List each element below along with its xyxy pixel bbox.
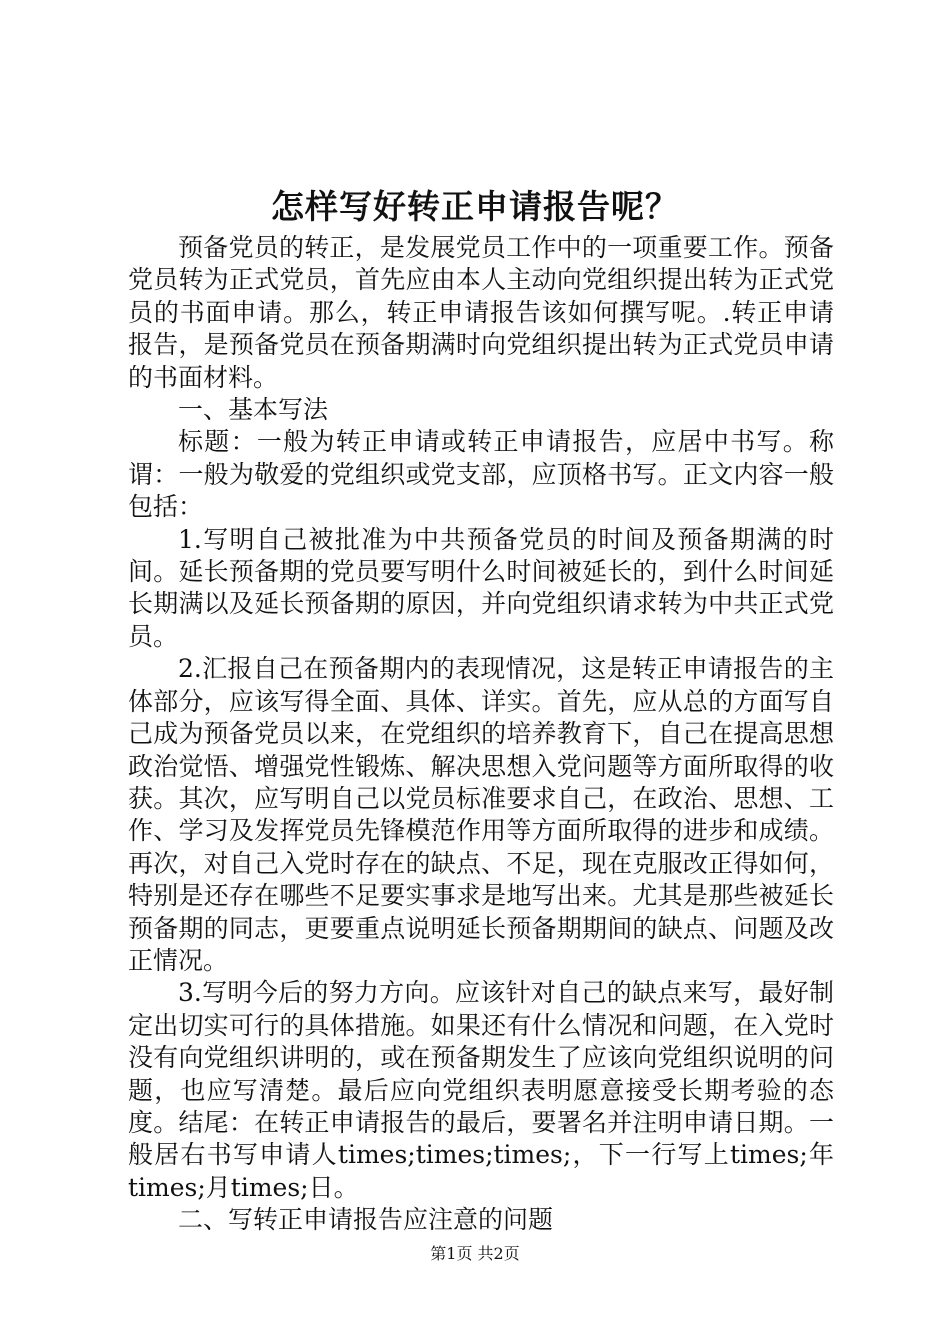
section-heading-basic-method: 一、基本写法 bbox=[178, 395, 329, 425]
page-footer: 第1页 共2页 bbox=[430, 1244, 520, 1263]
paragraph-item-3: 3.写明今后的努力方向。应该针对自己的缺点来写，最好制定出切实可行的具体措施。如果还有什么情况和问题，在入党时没有向党组织讲明的，或在预备期发生了应该向党组织说明的问题，也应写清楚。最后应向党组织表明愿意接受长期考验的态度。结尾：在转正申请报告的最后，要署名并注明申请日期。一般居右书写申请人times;times;times;，下一行写上times;年times;月times;日。 bbox=[128, 978, 834, 1202]
document-body bbox=[128, 232, 834, 1237]
paragraph-item-1: 1.写明自己被批准为中共预备党员的时间及预备期满的时间。延长预备期的党员要写明什么时间被延长的，到什么时间延长期满以及延长预备期的原因，并向党组织请求转为中共正式党员。 bbox=[128, 524, 834, 651]
document-title: 怎样写好转正申请报告呢？ bbox=[271, 187, 679, 226]
paragraph-title-and-salutation: 标题：一般为转正申请或转正申请报告，应居中书写。称谓：一般为敬爱的党组织或党支部，应顶格书写。正文内容一般包括： bbox=[128, 427, 834, 522]
paragraph-intro: 预备党员的转正，是发展党员工作中的一项重要工作。预备党员转为正式党员，首先应由本人主动向党组织提出转为正式党员的书面申请。那么，转正申请报告该如何撰写呢。.转正申请报告，是预备党员在预备期满时向党组织提出转为正式党员申请的书面材料。 bbox=[128, 233, 834, 392]
section-heading-notes: 二、写转正申请报告应注意的问题 bbox=[178, 1205, 554, 1235]
paragraph-item-2: 2.汇报自己在预备期内的表现情况，这是转正申请报告的主体部分，应该写得全面、具体、详实。首先，应从总的方面写自己成为预备党员以来，在党组织的培养教育下，自己在提高思想政治觉悟、增强党性锻炼、解决思想入党问题等方面所取得的收获。其次，应写明自己以党员标准要求自己，在政治、思想、工作、学习及发挥党员先锋模范作用等方面所取得的进步和成绩。再次，对自己入党时存在的缺点、不足，现在克服改正得如何，特别是还存在哪些不足要实事求是地写出来。尤其是那些被延长预备期的同志，更要重点说明延长预备期期间的缺点、问题及改正情况。 bbox=[128, 654, 834, 975]
